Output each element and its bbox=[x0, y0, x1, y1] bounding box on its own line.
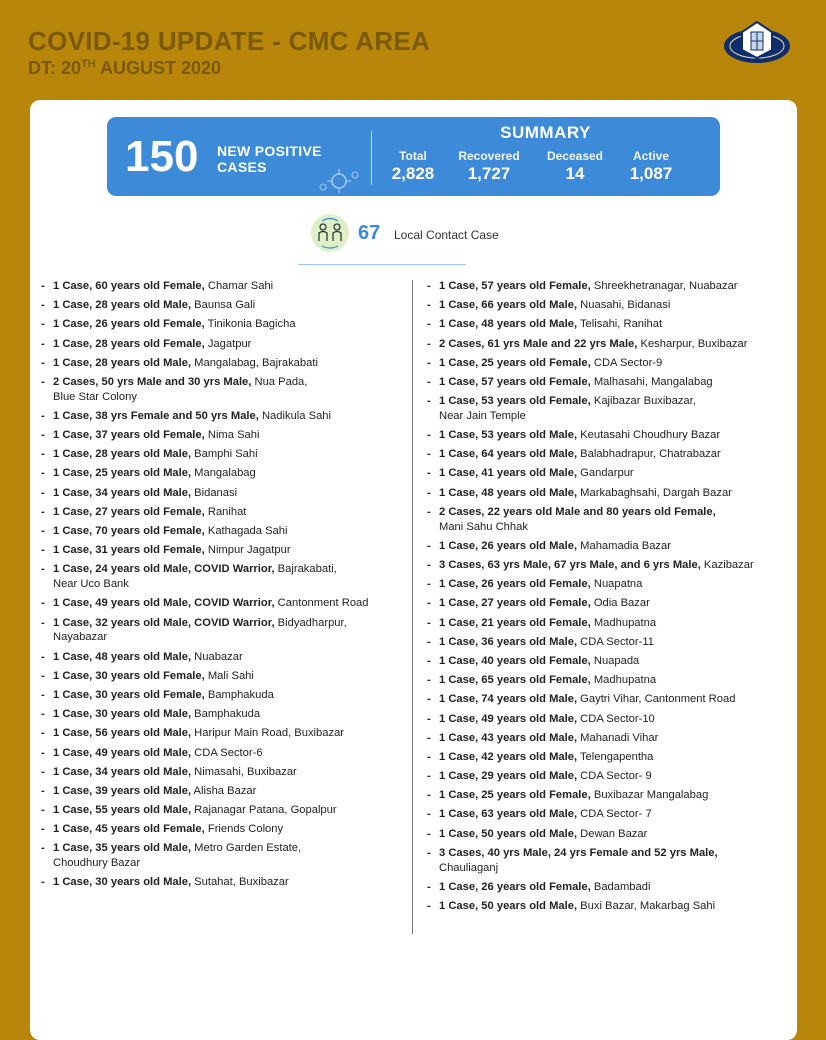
case-location: Buxibazar Mangalabag bbox=[590, 789, 709, 802]
case-details: 1 Case, 21 years old Female, bbox=[439, 616, 591, 629]
case-location: Nuapatna bbox=[590, 578, 643, 591]
case-details: 1 Case, 49 years old Male, bbox=[53, 746, 192, 759]
stat-active bbox=[623, 149, 679, 184]
right-case-list bbox=[426, 279, 811, 918]
case-entry bbox=[40, 466, 410, 481]
case-details: 1 Case, 25 years old Male, bbox=[53, 467, 192, 480]
case-location: Gaytri Vihar, Cantonment Road bbox=[577, 693, 736, 706]
case-entry bbox=[426, 788, 811, 803]
case-location-cont: Nayabazar bbox=[53, 631, 108, 644]
case-location: Sutahat, Buxibazar bbox=[191, 876, 289, 889]
case-location: Badambadi bbox=[590, 880, 651, 893]
case-entry bbox=[426, 596, 811, 611]
local-contact-count: 67 bbox=[358, 222, 381, 244]
case-location: CDA Sector- 9 bbox=[577, 770, 652, 783]
case-location: Mahamadia Bazar bbox=[577, 539, 671, 552]
case-entry bbox=[426, 428, 811, 443]
case-details: 1 Case, 26 years old Male, bbox=[439, 539, 578, 552]
local-contact-summary bbox=[310, 213, 570, 257]
case-location: Mahanadi Vihar bbox=[577, 731, 659, 744]
case-details: 1 Case, 50 years old Male, bbox=[439, 827, 578, 840]
stat-value: 1,087 bbox=[629, 164, 673, 183]
stat-deceased bbox=[539, 149, 611, 184]
case-details: 1 Case, 45 years old Female, bbox=[53, 823, 205, 836]
case-entry bbox=[426, 447, 811, 462]
case-location: Bamphakuda bbox=[204, 688, 274, 701]
case-entry bbox=[40, 822, 410, 837]
case-location: Telengapentha bbox=[577, 750, 654, 763]
case-entry bbox=[40, 486, 410, 501]
case-entry bbox=[40, 524, 410, 539]
case-entry bbox=[40, 317, 410, 332]
case-location: Haripur Main Road, Buxibazar bbox=[191, 727, 345, 740]
case-location: Madhupatna bbox=[590, 616, 657, 629]
case-entry bbox=[426, 298, 811, 313]
case-details: 1 Case, 28 years old Female, bbox=[53, 337, 205, 350]
case-location: Mangalabag, Bajrakabati bbox=[191, 356, 318, 369]
new-positive-label-line2: CASES bbox=[217, 159, 267, 175]
case-details: 1 Case, 25 years old Female, bbox=[439, 789, 591, 802]
case-location: CDA Sector-6 bbox=[191, 746, 263, 759]
case-entry bbox=[40, 596, 410, 611]
case-details: 1 Case, 30 years old Female, bbox=[53, 669, 205, 682]
case-details: 1 Case, 50 years old Male, bbox=[439, 900, 578, 913]
case-details: 1 Case, 41 years old Male, bbox=[439, 467, 578, 480]
case-details: 1 Case, 57 years old Female, bbox=[439, 280, 591, 292]
case-location: Mali Sahi bbox=[204, 669, 254, 682]
case-entry bbox=[40, 875, 410, 890]
case-location: Gandarpur bbox=[577, 467, 634, 480]
case-location: Friends Colony bbox=[204, 823, 284, 836]
case-location: Bidanasi bbox=[191, 486, 238, 499]
case-details: 1 Case, 28 years old Male, bbox=[53, 299, 192, 312]
case-details: 1 Case, 35 years old Male, bbox=[53, 842, 192, 855]
case-details: 1 Case, 63 years old Male, bbox=[439, 808, 578, 821]
case-location: Malhasahi, Mangalabag bbox=[590, 375, 713, 388]
summary-banner bbox=[107, 117, 720, 196]
case-details: 1 Case, 43 years old Male, bbox=[439, 731, 578, 744]
case-details: 1 Case, 30 years old Female, bbox=[53, 688, 205, 701]
case-entry bbox=[40, 803, 410, 818]
case-details: 1 Case, 28 years old Male, bbox=[53, 448, 192, 461]
case-details: 1 Case, 57 years old Female, bbox=[439, 375, 591, 388]
case-location: Ranihat bbox=[204, 505, 247, 518]
case-details: 1 Case, 74 years old Male, bbox=[439, 693, 578, 706]
case-location: Kajibazar Buxibazar, bbox=[590, 395, 696, 408]
case-entry bbox=[426, 827, 811, 842]
case-details: 1 Case, 34 years old Male, bbox=[53, 765, 192, 778]
case-details: 1 Case, 48 years old Male, bbox=[439, 318, 578, 331]
case-location: CDA Sector- 7 bbox=[577, 808, 652, 821]
case-location: Dewan Bazar bbox=[577, 827, 648, 840]
case-details: 2 Cases, 22 years old Male and 80 years old Female, bbox=[439, 505, 716, 518]
case-location: CDA Sector-10 bbox=[577, 712, 655, 725]
case-entry bbox=[426, 880, 811, 895]
case-entry bbox=[426, 375, 811, 390]
case-details: 1 Case, 49 years old Male, bbox=[439, 712, 578, 725]
case-entry bbox=[426, 712, 811, 727]
corporation-emblem-icon bbox=[722, 18, 792, 70]
case-location: Nuabazar bbox=[191, 650, 243, 663]
case-entry bbox=[426, 337, 811, 352]
case-location: Telisahi, Ranihat bbox=[577, 318, 663, 331]
case-location-cont: Mani Sahu Chhak bbox=[439, 520, 528, 533]
case-location: Shreekhetranagar, Nuabazar bbox=[590, 280, 738, 292]
case-entry bbox=[426, 616, 811, 631]
case-location: Nimasahi, Buxibazar bbox=[191, 765, 297, 778]
case-entry bbox=[40, 650, 410, 665]
case-entry bbox=[426, 899, 811, 914]
case-location-cont: Choudhury Bazar bbox=[53, 857, 141, 870]
case-details: 1 Case, 27 years old Female, bbox=[439, 597, 591, 610]
left-case-list bbox=[40, 279, 410, 895]
case-entry bbox=[426, 558, 811, 573]
stat-value: 14 bbox=[565, 164, 585, 183]
case-entry bbox=[426, 807, 811, 822]
case-location: Chamar Sahi bbox=[204, 280, 274, 292]
case-details: 2 Cases, 61 yrs Male and 22 yrs Male, bbox=[439, 337, 638, 350]
case-details: 1 Case, 30 years old Male, bbox=[53, 708, 192, 721]
case-location: Bajrakabati, bbox=[274, 563, 337, 576]
contact-people-icon bbox=[310, 213, 350, 253]
case-location: Odia Bazar bbox=[590, 597, 650, 610]
case-location-cont: Near Uco Bank bbox=[53, 578, 129, 591]
case-entry bbox=[40, 669, 410, 684]
case-entry bbox=[426, 317, 811, 332]
case-entry bbox=[40, 688, 410, 703]
case-location: Markabaghsahi, Dargah Bazar bbox=[577, 486, 732, 499]
case-entry bbox=[40, 356, 410, 371]
case-details: 1 Case, 55 years old Male, bbox=[53, 804, 192, 817]
case-details: 1 Case, 25 years old Female, bbox=[439, 356, 591, 369]
case-details: 1 Case, 49 years old Male, COVID Warrior, bbox=[53, 597, 275, 610]
case-location: Kathagada Sahi bbox=[204, 525, 288, 538]
case-details: 1 Case, 26 years old Female, bbox=[439, 880, 591, 893]
summary-title: SUMMARY bbox=[500, 123, 591, 142]
case-entry bbox=[426, 846, 811, 876]
case-location: Buxi Bazar, Makarbag Sahi bbox=[577, 900, 716, 913]
case-details: 1 Case, 27 years old Female, bbox=[53, 505, 205, 518]
date-prefix: DT: 20 bbox=[28, 58, 82, 78]
case-entry bbox=[426, 692, 811, 707]
case-location: Jagatpur bbox=[204, 337, 252, 350]
case-location: Nadikula Sahi bbox=[258, 409, 331, 422]
case-entry bbox=[40, 375, 410, 405]
case-location: Kazibazar bbox=[700, 559, 754, 572]
case-details: 3 Cases, 63 yrs Male, 67 yrs Male, and 6 yrs Male, bbox=[439, 559, 701, 572]
case-location: Tinikonia Bagicha bbox=[204, 318, 296, 331]
case-location-cont: Blue Star Colony bbox=[53, 390, 137, 403]
case-details: 1 Case, 48 years old Male, bbox=[53, 650, 192, 663]
case-details: 2 Cases, 50 yrs Male and 30 yrs Male, bbox=[53, 375, 252, 388]
case-entry bbox=[40, 543, 410, 558]
case-location: Rajanagar Patana, Gopalpur bbox=[191, 804, 337, 817]
column-divider bbox=[412, 280, 413, 934]
case-entry bbox=[40, 428, 410, 443]
case-entry bbox=[40, 726, 410, 741]
date-month-year: AUGUST 2020 bbox=[95, 58, 222, 78]
case-details: 1 Case, 31 years old Female, bbox=[53, 544, 205, 557]
stat-value: 2,828 bbox=[391, 164, 435, 183]
page-title: COVID-19 UPDATE - CMC AREA bbox=[28, 26, 431, 56]
case-details: 1 Case, 56 years old Male, bbox=[53, 727, 192, 740]
case-location: CDA Sector-11 bbox=[577, 635, 654, 648]
case-details: 1 Case, 37 years old Female, bbox=[53, 429, 205, 442]
case-location: Nima Sahi bbox=[204, 429, 260, 442]
report-date bbox=[28, 58, 221, 79]
stat-label: Total bbox=[399, 149, 427, 163]
case-entry bbox=[426, 279, 811, 294]
case-location-cont: Chauliaganj bbox=[439, 861, 499, 874]
case-location: Keutasahi Choudhury Bazar bbox=[577, 429, 721, 442]
new-positive-label bbox=[217, 143, 322, 175]
case-entry bbox=[40, 298, 410, 313]
case-location: Kesharpur, Buxibazar bbox=[637, 337, 748, 350]
case-entry bbox=[40, 337, 410, 352]
date-suffix-ordinal: TH bbox=[81, 58, 96, 70]
case-location: CDA Sector-9 bbox=[590, 356, 663, 369]
case-entry bbox=[40, 505, 410, 520]
new-positive-label-line1: NEW POSITIVE bbox=[217, 143, 322, 159]
case-entry bbox=[40, 765, 410, 780]
stat-total bbox=[384, 149, 442, 184]
case-entry bbox=[40, 841, 410, 871]
case-details: 1 Case, 42 years old Male, bbox=[439, 750, 578, 763]
virus-icon bbox=[317, 167, 361, 195]
case-details: 1 Case, 30 years old Male, bbox=[53, 876, 192, 889]
stat-recovered bbox=[452, 149, 526, 184]
case-entry bbox=[426, 356, 811, 371]
case-entry bbox=[426, 654, 811, 669]
case-details: 1 Case, 64 years old Male, bbox=[439, 448, 578, 461]
case-details: 1 Case, 48 years old Male, bbox=[439, 486, 578, 499]
case-details: 1 Case, 24 years old Male, COVID Warrior, bbox=[53, 563, 275, 576]
case-entry bbox=[40, 707, 410, 722]
case-location: Bamphakuda bbox=[191, 708, 261, 721]
local-contact-label: Local Contact Case bbox=[394, 228, 499, 242]
case-entry bbox=[426, 394, 811, 424]
case-location: Bamphi Sahi bbox=[191, 448, 258, 461]
case-entry bbox=[426, 769, 811, 784]
case-location-cont: Near Jain Temple bbox=[439, 409, 526, 422]
case-entry bbox=[40, 784, 410, 799]
case-location: Nuapada bbox=[590, 654, 640, 667]
case-location: Metro Garden Estate, bbox=[191, 842, 302, 855]
case-details: 1 Case, 26 years old Female, bbox=[53, 318, 205, 331]
case-entry bbox=[426, 731, 811, 746]
case-entry bbox=[40, 447, 410, 462]
case-entry bbox=[40, 279, 410, 294]
case-entry bbox=[426, 539, 811, 554]
case-details: 1 Case, 26 years old Female, bbox=[439, 578, 591, 591]
case-details: 1 Case, 65 years old Female, bbox=[439, 674, 591, 687]
stat-value: 1,727 bbox=[467, 164, 511, 183]
case-entry bbox=[426, 635, 811, 650]
case-details: 1 Case, 38 yrs Female and 50 yrs Male, bbox=[53, 409, 259, 422]
case-location: Alisha Bazar bbox=[191, 784, 257, 797]
case-details: 3 Cases, 40 yrs Male, 24 yrs Female and 52 yrs Male, bbox=[439, 846, 718, 859]
case-location: Madhupatna bbox=[590, 674, 657, 687]
case-details: 1 Case, 36 years old Male, bbox=[439, 635, 578, 648]
case-details: 1 Case, 32 years old Male, COVID Warrior, bbox=[53, 616, 275, 629]
case-location: Bidyadharpur, bbox=[274, 616, 347, 629]
case-entry bbox=[40, 746, 410, 761]
case-details: 1 Case, 53 years old Male, bbox=[439, 429, 578, 442]
case-details: 1 Case, 70 years old Female, bbox=[53, 525, 205, 538]
case-details: 1 Case, 60 years old Female, bbox=[53, 280, 205, 292]
case-entry bbox=[40, 409, 410, 424]
case-details: 1 Case, 66 years old Male, bbox=[439, 299, 578, 312]
case-details: 1 Case, 39 years old Male, bbox=[53, 784, 192, 797]
case-details: 1 Case, 40 years old Female, bbox=[439, 654, 591, 667]
case-entry bbox=[426, 466, 811, 481]
case-location: Nuasahi, Bidanasi bbox=[577, 299, 671, 312]
section-underline bbox=[298, 264, 466, 265]
case-location: Baunsa Gali bbox=[191, 299, 256, 312]
case-location: Cantonment Road bbox=[274, 597, 369, 610]
case-details: 1 Case, 34 years old Male, bbox=[53, 486, 192, 499]
stat-label: Recovered bbox=[458, 149, 520, 163]
case-location: Nimpur Jagatpur bbox=[204, 544, 291, 557]
case-location: Nua Pada, bbox=[251, 375, 308, 388]
stat-label: Active bbox=[632, 149, 670, 163]
case-entry bbox=[426, 673, 811, 688]
case-details: 1 Case, 53 years old Female, bbox=[439, 395, 591, 408]
case-details: 1 Case, 29 years old Male, bbox=[439, 770, 578, 783]
case-location: Mangalabag bbox=[191, 467, 256, 480]
stat-label: Deceased bbox=[546, 149, 604, 163]
case-entry bbox=[426, 486, 811, 501]
new-positive-count: 150 bbox=[125, 132, 199, 181]
case-entry bbox=[426, 750, 811, 765]
case-details: 1 Case, 28 years old Male, bbox=[53, 356, 192, 369]
case-entry bbox=[40, 616, 410, 646]
case-entry bbox=[426, 505, 811, 535]
case-entry bbox=[426, 577, 811, 592]
case-location: Balabhadrapur, Chatrabazar bbox=[577, 448, 721, 461]
case-entry bbox=[40, 562, 410, 592]
